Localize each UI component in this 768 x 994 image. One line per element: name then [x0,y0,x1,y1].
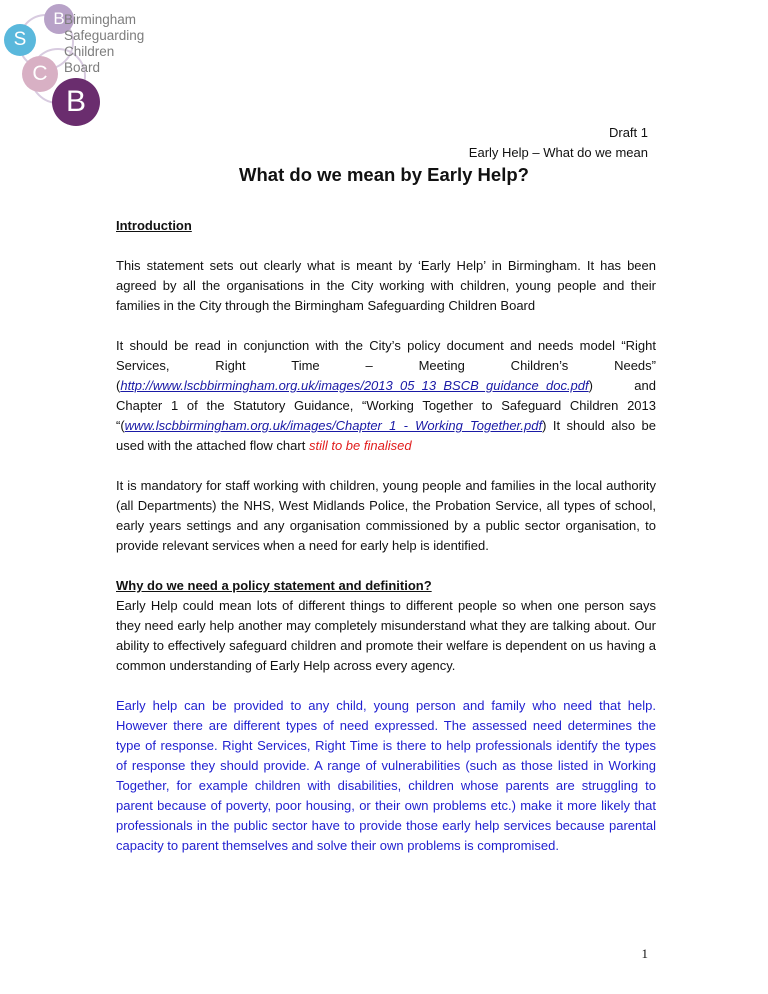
page-number: 1 [641,946,648,961]
intro-paragraph-1: This statement sets out clearly what is meant by ‘Early Help’ in Birmingham. It has been agreed by all the organisations in the City working with children, young people and their families in the City through the Birmingham Safeguarding Children Board [116,258,656,313]
intro-heading: Introduction [116,218,192,233]
document-body [116,216,656,856]
header-block [469,123,648,163]
logo-line: Birmingham [64,12,137,27]
draft-note: still to be finalised [308,438,412,453]
why-heading: Why do we need a policy statement and definition? [116,578,432,593]
intro-p2-text: ) and Chapter 1 of the Statutory Guidance, “Working Together to Safeguard Children 2013 “( [116,378,656,433]
logo-line: Safeguarding [64,28,145,43]
draft-label: Draft 1 [608,125,648,140]
intro-paragraph-3: It is mandatory for staff working with children, young people and families in the local authority (all Departments) the NHS, West Midlands Police, the Probation Service, all types of school, early years settings and any organisation commissioned by a public sector organisation, to provide relevant services when a need for early help is identified. [116,478,656,553]
logo-line: Children [64,44,115,59]
intro-paragraph-2 [116,336,656,456]
working-together-link[interactable]: www.lscbbirmingham.org.uk/images/Chapter_1_-_Working_Together.pdf [124,418,543,433]
intro-p2-text: It should be read in conjunction with the City’s policy document and needs model “Right Services, Right Time – Meeting Children’s Needs” ( [116,338,656,393]
why-paragraph-2: Early help can be provided to any child, young person and family who need that help. However there are different types of need expressed. The assessed need determines the type of response. Right Services, Right Time is there to help professionals identify the types of response they should provide. A range of vulnerabilities (such as those listed in Working Together, for example children with disabilities, children whose parents are struggling to parent because of poverty, poor housing, or their own problems etc.) make it more likely that professionals in the public sector have to provide those early help services because parental capacity to parent themselves and solve their own problems is compromised. [116,698,656,853]
logo-circle-b-large: B [52,78,100,126]
page-title: What do we mean by Early Help? [239,164,529,185]
logo-wordmark [64,12,188,76]
guidance-doc-link[interactable]: http://www.lscbbirmingham.org.uk/images/2013_05_13_BSCB_guidance_doc.pdf [120,378,589,393]
logo-line: Board [64,60,101,75]
bscb-logo [0,0,190,135]
why-paragraph-1: Early Help could mean lots of different things to different people so when one person says they need early help another may completely misunderstand what they are talking about. Our ability to effectively safeguard children and promote their welfare is dependent on us having a common understanding of Early Help across every agency. [116,598,656,673]
header-subtitle: Early Help – What do we mean [468,145,648,160]
logo-circle-s: S [4,24,36,56]
intro-p2-text: ) It should also be used with the attached flow chart [116,418,656,453]
logo-circle-b-small: B [44,4,74,34]
logo-circle-c: C [22,56,58,92]
